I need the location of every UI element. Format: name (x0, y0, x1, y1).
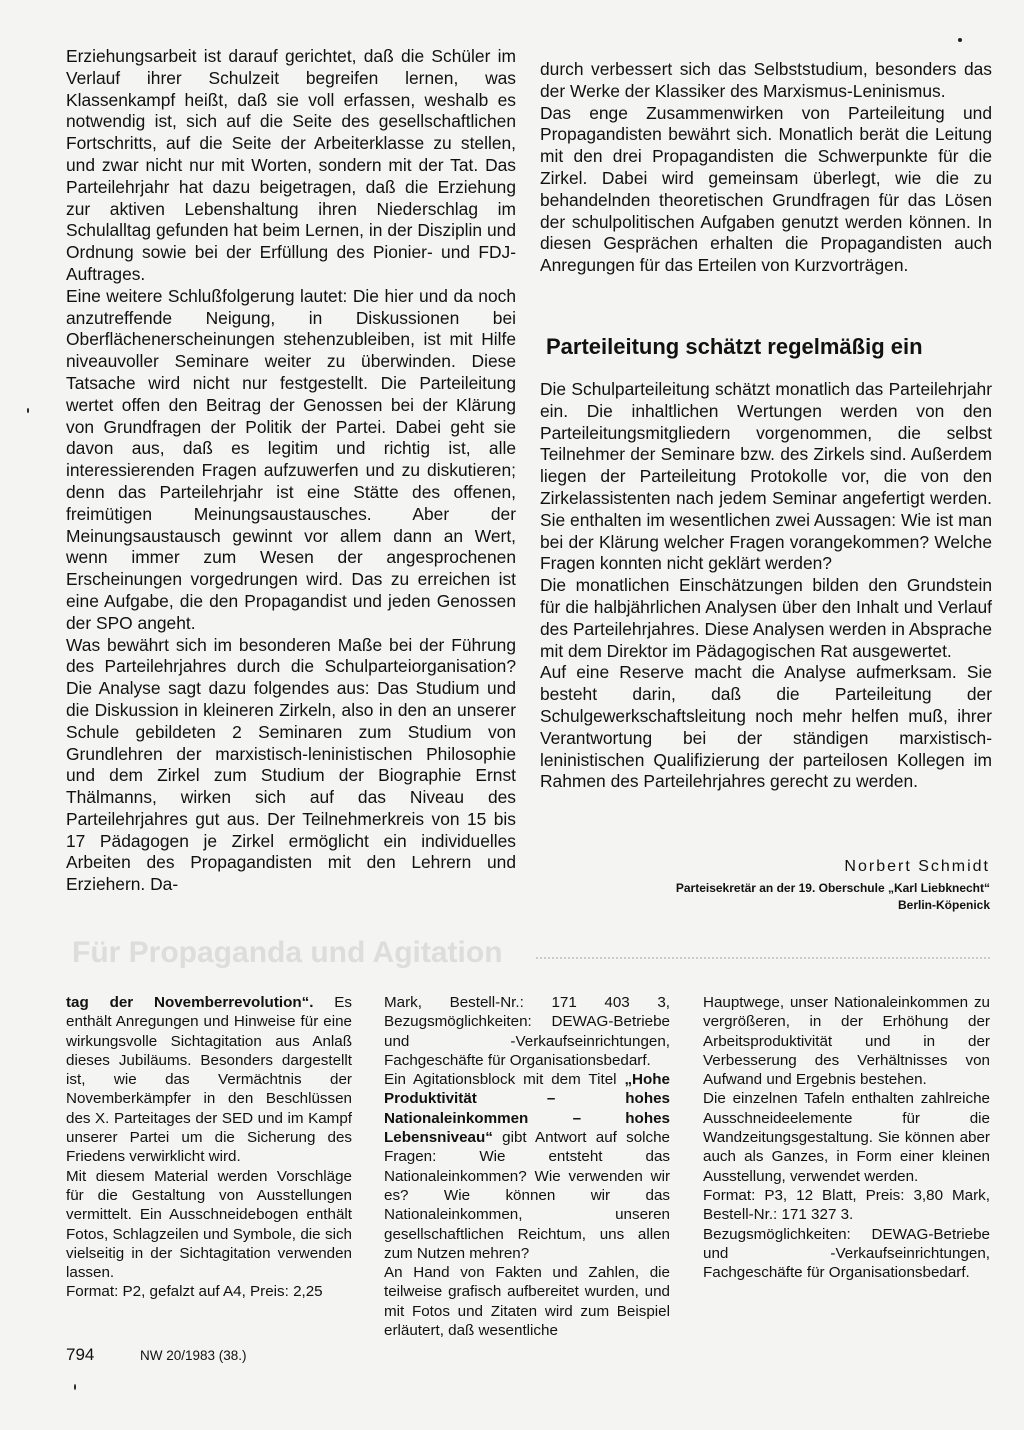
upper-left-column (66, 46, 516, 896)
paragraph-text: gibt Antwort auf solche Fragen: Wie entsteht das Nationaleinkommen? Wie verwenden wir es? Wie können wir das Nationaleinkommen, unseren gesellschaftlichen Reichtum, uns allen zum Nutzen mehren? (384, 1129, 670, 1262)
author-name: Norbert Schmidt (844, 858, 990, 875)
body-paragraph: Die Schulparteileitung schätzt monatlich das Parteilehrjahr ein. Die inhaltlichen Wertungen werden von den Parteileitungsmitgliedern vorgenommen, die selbst Teilnehmer der Seminare bzw. des Zirkels sind. Außerdem liegen der Parteileitung Protokolle vor, die von den Zirkelassistenten nach jedem Seminar angefertigt werden. Sie enthalten im wesentlichen zwei Aussagen: Wie ist man bei der Klärung welcher Fragen vorangekommen? Welche Fragen konnten nicht geklärt werden? (540, 379, 992, 574)
body-paragraph: Die einzelnen Tafeln enthalten zahlreiche Ausschneideelemente für die Wandzeitungsgestaltung. Sie können aber auch als Ganzes, in Form einer kleinen Ausstellung, verwendet werden. (703, 1090, 990, 1185)
body-paragraph: Format: P2, gefalzt auf A4, Preis: 2,25 (66, 1283, 323, 1301)
author-role-line: Parteisekretär an der 19. Oberschule „Karl Liebknecht“ (675, 881, 990, 895)
lower-column-1 (66, 993, 352, 1302)
body-paragraph: Was bewährt sich im besonderen Maße bei der Führung des Parteilehrjahres durch die Schulparteiorganisation? Die Analyse sagt dazu folgendes aus: Das Studium und die Diskussion in kleineren Zirkeln, also in den an unserer Schule gebildeten 2 Seminaren zum Studium von Grundlehren der marxistisch-leninistischen Philosophie und dem Zirkel zum Studium der Biographie Ernst Thälmanns, wirken sich auf das Niveau des Parteilehrjahres gut aus. Der Teilnehmerkreis von 15 bis 17 Pädagogen je Zirkel ermöglicht ein individuelles Arbeiten des Propagandisten mit den Lehrern und Erziehern. Da- (66, 634, 516, 895)
section-band (66, 936, 990, 974)
paragraph-text: Ein Agitationsblock mit dem Titel (384, 1071, 625, 1089)
body-paragraph: Bezugsmöglichkeiten: DEWAG-Betriebe und -Verkaufseinrichtungen, Fachgeschäfte für Organisationsbedarf. (703, 1225, 990, 1282)
issue-reference: NW 20/1983 (38.) (140, 1348, 247, 1363)
upper-right-column (540, 59, 992, 277)
body-paragraph: Eine weitere Schlußfolgerung lautet: Die hier und da noch anzutreffende Neigung, in Diskussionen bei Oberflächenerscheinungen stehenzubleiben, ist mit Hilfe niveauvoller Seminare weiter zu überwinden. Diese Tatsache wird nicht nur festgestellt. Die Parteileitung wertet offen den Beitrag der Genossen bei der Klärung von Grundfragen der Politik der Partei. Dabei geht sie davon aus, daß es legitim und richtig ist, alle interessierenden Fragen aufzuwerfen und zu diskutieren; denn das Parteilehrjahr ist eine Stätte des offenen, freimütigen Meinungsaustausches. Aber der Meinungsaustausch gewinnt vor allem dann an Wert, wenn immer zum Wesen der angesprochenen Erscheinungen vorgedrungen wird. Das zu erreichen ist eine Aufgabe, die den Propagandist und jeden Genossen der SPO angeht. (66, 285, 516, 633)
body-paragraph: Format: P3, 12 Blatt, Preis: 3,80 Mark, Bestell-Nr.: 171 327 3. (703, 1186, 990, 1224)
body-paragraph: An Hand von Fakten und Zahlen, die teilweise grafisch aufbereitet wurden, und mit Fotos und Zitaten wird zum Beispiel erläutert, daß wesentliche (384, 1264, 670, 1340)
page-number: 794 (66, 1345, 95, 1364)
body-paragraph (66, 993, 352, 1167)
body-paragraph: Mit diesem Material werden Vorschläge für die Gestaltung von Ausstellungen vermittelt. Ein Ausschneidebogen enthält Fotos, Schlagzeilen und Symbole, die sich vielseitig in der Sichtagitation verwenden lassen. (66, 1167, 352, 1282)
section-band-title: Für Propaganda und Agitation (72, 936, 503, 969)
section-heading: Parteileitung schätzt regelmäßig ein (546, 334, 923, 359)
bold-title: tag der Novemberrevolution“. (66, 994, 314, 1011)
body-paragraph: Hauptwege, unser Nationaleinkommen zu vergrößeren, in der Erhöhung der Arbeitsproduktivität und in der Verbesserung des Verhältnisses von Aufwand und Ergebnis bestehen. (703, 994, 990, 1089)
scan-speck (958, 38, 962, 42)
body-paragraph: Erziehungsarbeit ist darauf gerichtet, daß die Schüler im Verlauf ihrer Schulzeit begreifen lernen, was Klassenkampf heißt, daß sie voll erfassen, weshalb es notwendig ist, sich auf die Seite des gesellschaftlichen Fortschritts, auf die Seite der Arbeiterklasse zu stellen, und zwar nicht nur mit Worten, sondern mit der Tat. Das Parteilehrjahr hat dazu beigetragen, daß die Erziehung zur aktiven Lebenshaltung ihren Niederschlag im Schulalltag gefunden hat beim Lernen, in der Disziplin und Ordnung sowie bei der Erfüllung des Pionier- und FDJ-Auftrages. (66, 46, 516, 284)
body-paragraph: Das enge Zusammenwirken von Parteileitung und Propagandisten bewährt sich. Monatlich berät die Leitung mit den drei Propagandisten die Schwerpunkte für die Zirkel. Dabei wird gemeinsam überlegt, wie die zu behandelnden theoretischen Grundfragen für das Lösen der schulpolitischen Aufgaben genutzt werden können. In diesen Gesprächen erhalten die Propagandisten auch Anregungen für das Erteilen von Kurzvorträgen. (540, 102, 992, 276)
author-location: Berlin-Köpenick (897, 898, 990, 912)
body-paragraph: Die monatlichen Einschätzungen bilden den Grundstein für die halbjährlichen Analysen über den Inhalt und Verlauf des Parteilehrjahres. Diese Analysen werden in Absprache mit dem Direktor im Pädagogischen Rat ausgewertet. (540, 575, 992, 661)
bold-title: „Hohe Produktivität – hohes Nationaleinkommen – hohes Lebensniveau“ (384, 1071, 670, 1147)
lower-column-2 (384, 993, 670, 1340)
body-paragraph (384, 1070, 670, 1263)
scan-speck (74, 1384, 76, 1390)
body-paragraph: Auf eine Reserve macht die Analyse aufmerksam. Sie besteht darin, daß die Parteileitung der Schulgewerkschaftsleitung noch mehr helfen muß, ihrer Verantwortung bei der ständigen marxistisch-leninistischen Qualifizierung der parteilosen Kollegen im Rahmen des Parteilehrjahres gerecht zu werden. (540, 662, 992, 792)
section-band-rule (536, 957, 990, 959)
upper-right-column-continued (540, 379, 992, 793)
paragraph-text: Es enthält Anregungen und Hinweise für eine wirkungsvolle Sichtagitation aus Anlaß dieses Jubiläums. Besonders dargestellt ist, wie das Vermächtnis der Novemberkämpfer in den Beschlüssen des X. Parteitages der SED und im Kampf unserer Partei um die Sicherung des Friedens verwirklicht wird. (66, 994, 352, 1166)
body-paragraph: durch verbessert sich das Selbststudium, besonders das der Werke der Klassiker des Marxismus-Leninismus. (540, 59, 992, 101)
scan-speck (27, 408, 29, 413)
lower-column-3 (703, 993, 990, 1282)
author-role (676, 880, 990, 914)
body-paragraph: Mark, Bestell-Nr.: 171 403 3, Bezugsmöglichkeiten: DEWAG-Betriebe und -Verkaufseinrichtungen, Fachgeschäfte für Organisationsbedarf. (384, 994, 670, 1069)
